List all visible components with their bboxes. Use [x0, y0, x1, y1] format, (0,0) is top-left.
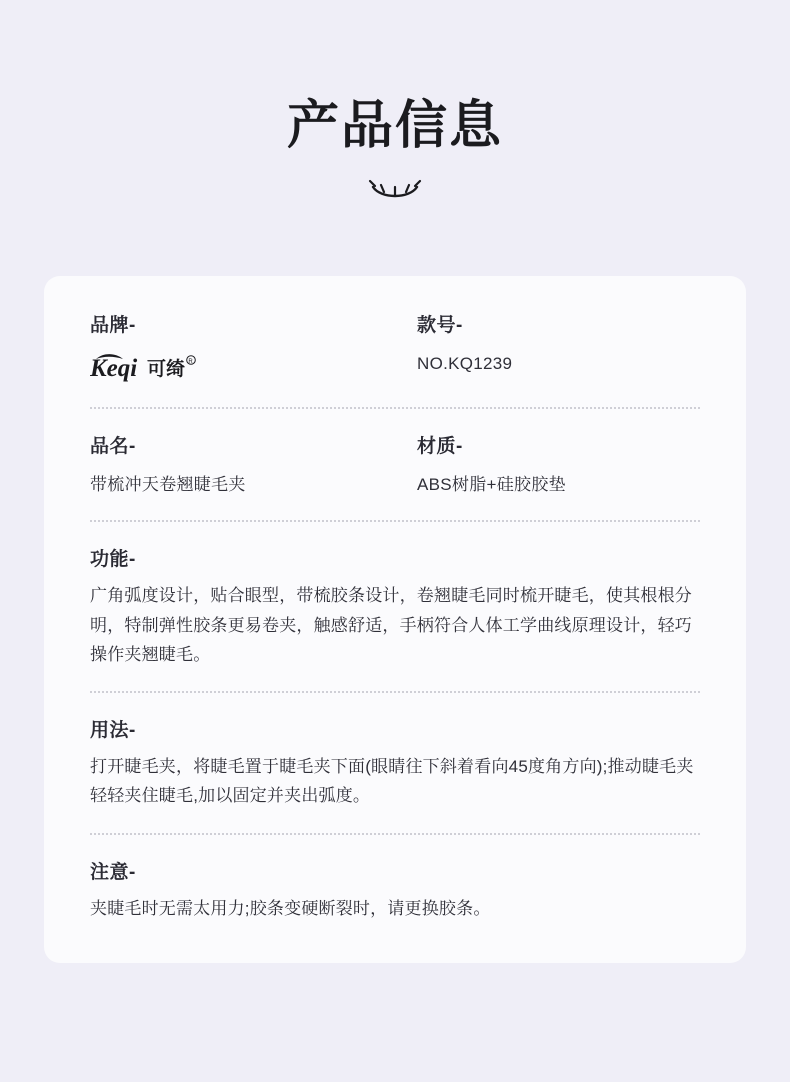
model-value: NO.KQ1239 [417, 354, 513, 373]
divider [90, 407, 700, 409]
row-name-material [90, 431, 700, 498]
field-notice [90, 857, 700, 923]
field-material [395, 431, 700, 498]
brand-label: 品牌- [90, 315, 136, 336]
svg-text:可绮: 可绮 [147, 359, 186, 380]
divider [90, 691, 700, 693]
eyelash-icon [365, 179, 425, 205]
notice-value: 夹睫毛时无需太用力;胶条变硬断裂时，请更换胶条。 [90, 898, 491, 918]
material-value: ABS树脂+硅胶胶垫 [417, 475, 566, 494]
row-brand-model [90, 310, 700, 385]
field-brand [90, 310, 395, 385]
field-product-name [90, 431, 395, 498]
product-name-value: 带梳冲天卷翘睫毛夹 [90, 475, 246, 494]
keqi-logo-icon [90, 351, 240, 385]
product-info-card [44, 276, 746, 963]
field-model [395, 310, 700, 385]
product-name-label: 品名- [90, 436, 136, 457]
function-label: 功能- [90, 549, 136, 571]
field-usage [90, 715, 700, 810]
model-label: 款号- [417, 315, 463, 336]
page-title: 产品信息 [286, 97, 503, 155]
brand-logo [90, 351, 395, 385]
material-label: 材质- [417, 436, 463, 457]
function-value: 广角弧度设计，贴合眼型，带梳胶条设计，卷翘睫毛同时梳开睫毛，使其根根分明，特制弹性胶条更易卷夹，触感舒适，手柄符合人体工学曲线原理设计，轻巧操作夹翘睫毛。 [90, 586, 692, 664]
svg-text:R: R [188, 359, 193, 365]
usage-label: 用法- [90, 720, 136, 742]
svg-text:Keqi: Keqi [90, 355, 138, 382]
divider [90, 833, 700, 835]
field-function [90, 544, 700, 669]
notice-label: 注意- [90, 861, 136, 883]
divider [90, 520, 700, 522]
usage-value: 打开睫毛夹，将睫毛置于睫毛夹下面(眼睛往下斜着看向45度角方向);推动睫毛夹轻轻夹住睫毛,加以固定并夹出弧度。 [90, 757, 694, 806]
